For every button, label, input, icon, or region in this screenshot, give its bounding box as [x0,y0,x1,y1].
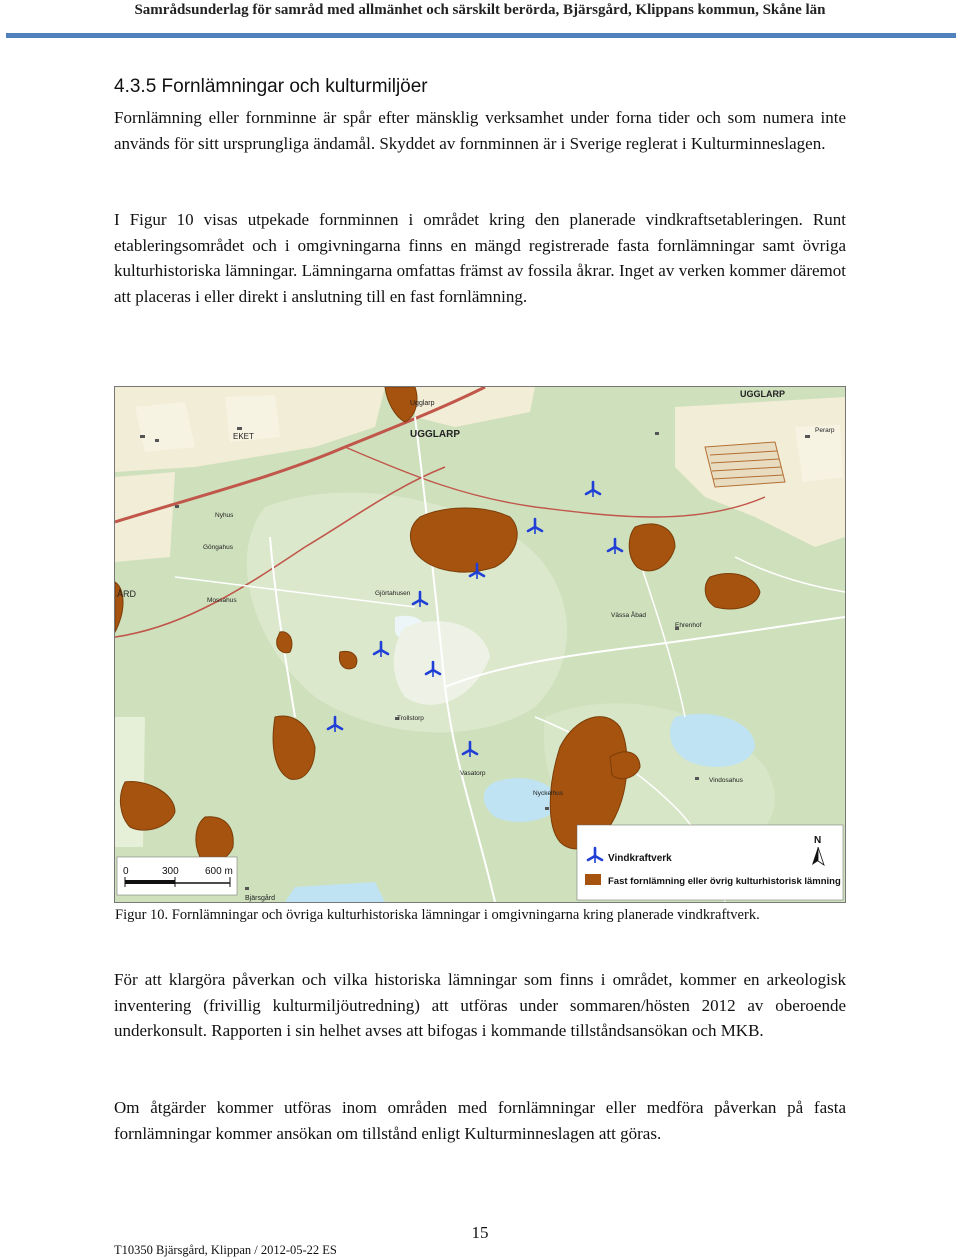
place-label: Nyckelhus [533,790,563,797]
place-label: Göngahus [203,544,233,551]
permit-paragraph: Om åtgärder kommer utföras inom områden med fornlämningar eller medföra påverkan på fasta fornlämningar kommer ansökan om tillstånd enligt Kulturminneslagen att göras. [114,1098,846,1143]
header-rule [6,33,956,38]
figure-reference-paragraph: I Figur 10 visas utpekade fornminnen i området kring den planerade vindkraftsetableringen. Runt etableringsområdet och i omgivningarna finns en mängd registrerade fasta fornlämningar samt övriga kulturhistoriska lämningar. Lämningarna omfattas främst av fossila åkrar. Inget av verken kommer däremot att placeras i eller direkt i anslutning till en fast fornlämning. [114,210,846,306]
place-label: Vindosahus [709,777,743,784]
scale-label-0: 0 [123,866,129,877]
place-label: ÅRD [117,589,137,599]
remains-area [339,651,356,668]
place-label: Trollstorp [397,715,424,722]
remains-area [196,817,233,862]
legend-turbine-label: Vindkraftverk [608,853,672,864]
document-reference: T10350 Bjärsgård, Klippan / 2012-05-22 ES [114,1243,337,1257]
place-label: Nyhus [215,512,234,519]
page-number: 15 [471,1223,489,1242]
place-label: Gjörtahusen [375,590,411,597]
legend-remains-swatch [585,874,601,885]
scale-label-600: 600 m [205,866,233,877]
place-label: EKET [233,432,254,441]
remains-area [410,508,517,572]
scale-bar [117,857,237,895]
inventory-paragraph: För att klargöra påverkan och vilka historiska lämningar som finns i området, kommer en arkeologisk inventering (frivillig kulturmiljöutredning) att utföras under sommaren/hösten 2012 av oberoende underkonsult. Rapporten i sin helhet avses att bifogas i kommande tillståndsansökan och MKB. [114,970,846,1040]
figure-map [114,386,846,903]
section-heading: 4.3.5 Fornlämningar och kulturmiljöer [114,76,428,97]
map-legend [577,825,843,900]
place-label: Vasatorp [460,770,486,777]
svg-text:N: N [814,835,822,846]
scale-label-300: 300 [162,866,179,877]
intro-paragraph: Fornlämning eller fornminne är spår efter mänsklig verksamhet under forna tider och som numera inte används för sitt ursprungliga ändamål. Skyddet av fornminnen är i Sverige reglerat i Kulturminneslagen. [114,108,846,153]
place-label: Ehrenhof [675,622,702,629]
place-label: UGGLARP [410,429,460,440]
figure-caption: Figur 10. Fornlämningar och övriga kulturhistoriska lämningar i omgivningarna kring planerade vindkraftverk. [115,907,760,923]
legend-remains-label: Fast fornlämning eller övrig kulturhistorisk lämning [608,876,841,887]
place-label: Vässa Åbad [611,612,647,619]
remains-area [277,632,292,653]
running-header: Samrådsunderlag för samråd med allmänhet och särskilt berörda, Bjärsgård, Klippans kommun, Skåne län [134,2,826,18]
place-label: UGGLARP [740,389,785,399]
place-label: Perarp [815,427,835,434]
place-label: Bjärsgård [245,895,275,902]
place-label: Ugglarp [410,400,435,407]
place-label: Mossahus [207,597,237,604]
